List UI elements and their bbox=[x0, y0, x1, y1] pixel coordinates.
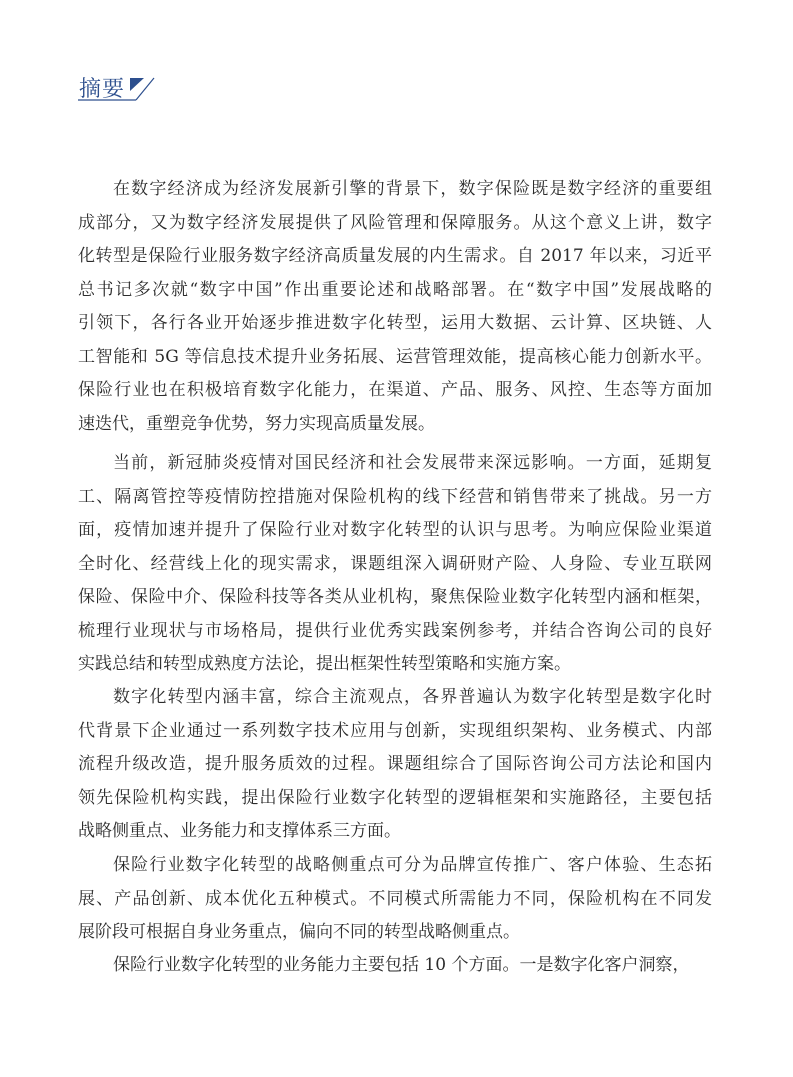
text-line: 保险行业数字化转型的战略侧重点可分为品牌宣传推广、客户体验、生态拓 bbox=[113, 855, 712, 875]
text-line: 保险行业也在积极培育数字化能力，在渠道、产品、服务、风控、生态等方面加 bbox=[78, 380, 712, 400]
paragraph bbox=[78, 849, 712, 950]
text-line: 领先保险机构实践，提出保险行业数字化转型的逻辑框架和实施路径，主要包括 bbox=[78, 787, 712, 808]
text-line: 引领下，各行各业开始逐步推进数字化转型，运用大数据、云计算、区块链、人 bbox=[78, 313, 712, 333]
text-line: 战略侧重点、业务能力和支撑体系三方面。 bbox=[78, 821, 401, 841]
text-line: 工、隔离管控等疫情防控措施对保险机构的线下经营和销售带来了挑战。另一方 bbox=[78, 486, 712, 507]
text-line: 保险行业数字化转型的业务能力主要包括 10 个方面。一是数字化客户洞察， bbox=[113, 955, 690, 975]
text-line: 全时化、经营线上化的现实需求，课题组深入调研财产险、人身险、专业互联网 bbox=[78, 553, 712, 574]
text-line: 梳理行业现状与市场格局，提供行业优秀实践案例参考，并结合咨询公司的良好 bbox=[78, 620, 712, 641]
text-line: 工智能和 5G 等信息技术提升业务拓展、运营管理效能，提高核心能力创新水平。 bbox=[78, 346, 712, 367]
text-line: 在数字经济成为经济发展新引擎的背景下，数字保险既是数字经济的重要组 bbox=[113, 179, 712, 199]
text-line: 面，疫情加速并提升了保险行业对数字化转型的认识与思考。为响应保险业渠道 bbox=[78, 520, 712, 540]
paragraph bbox=[78, 681, 712, 849]
paragraph bbox=[78, 173, 712, 441]
text-line: 速迭代，重塑竞争优势，努力实现高质量发展。 bbox=[78, 413, 435, 434]
text-line: 数字化转型内涵丰富，综合主流观点，各界普遍认为数字化转型是数字化时 bbox=[113, 687, 712, 707]
text-line: 总书记多次就“数字中国”作出重要论述和战略部署。在“数字中国”发展战略的 bbox=[78, 279, 712, 300]
paragraph bbox=[78, 447, 712, 682]
text-line: 实践总结和转型成熟度方法论，提出框架性转型策略和实施方案。 bbox=[78, 654, 571, 674]
text-line: 当前，新冠肺炎疫情对国民经济和社会发展带来深远影响。一方面，延期复 bbox=[113, 453, 712, 473]
text-line: 化转型是保险行业服务数字经济高质量发展的内生需求。自 2017 年以来，习近平 bbox=[78, 246, 712, 266]
text-line: 保险、保险中介、保险科技等各类从业机构，聚焦保险业数字化转型内涵和框架， bbox=[78, 587, 712, 607]
text-line: 成部分，又为数字经济发展提供了风险管理和保障服务。从这个意义上讲，数字 bbox=[78, 212, 712, 233]
text-line: 展阶段可根据自身业务重点，偏向不同的转型战略侧重点。 bbox=[78, 922, 520, 942]
paragraph bbox=[78, 949, 712, 983]
text-line: 展、产品创新、成本优化五种模式。不同模式所需能力不同，保险机构在不同发 bbox=[78, 888, 712, 909]
text-line: 流程升级改造，提升服务质效的过程。课题组综合了国际咨询公司方法论和国内 bbox=[78, 754, 712, 774]
page-title: 摘要 bbox=[79, 77, 126, 102]
text-line: 代背景下企业通过一系列数字技术应用与创新，实现组织架构、业务模式、内部 bbox=[78, 720, 712, 741]
